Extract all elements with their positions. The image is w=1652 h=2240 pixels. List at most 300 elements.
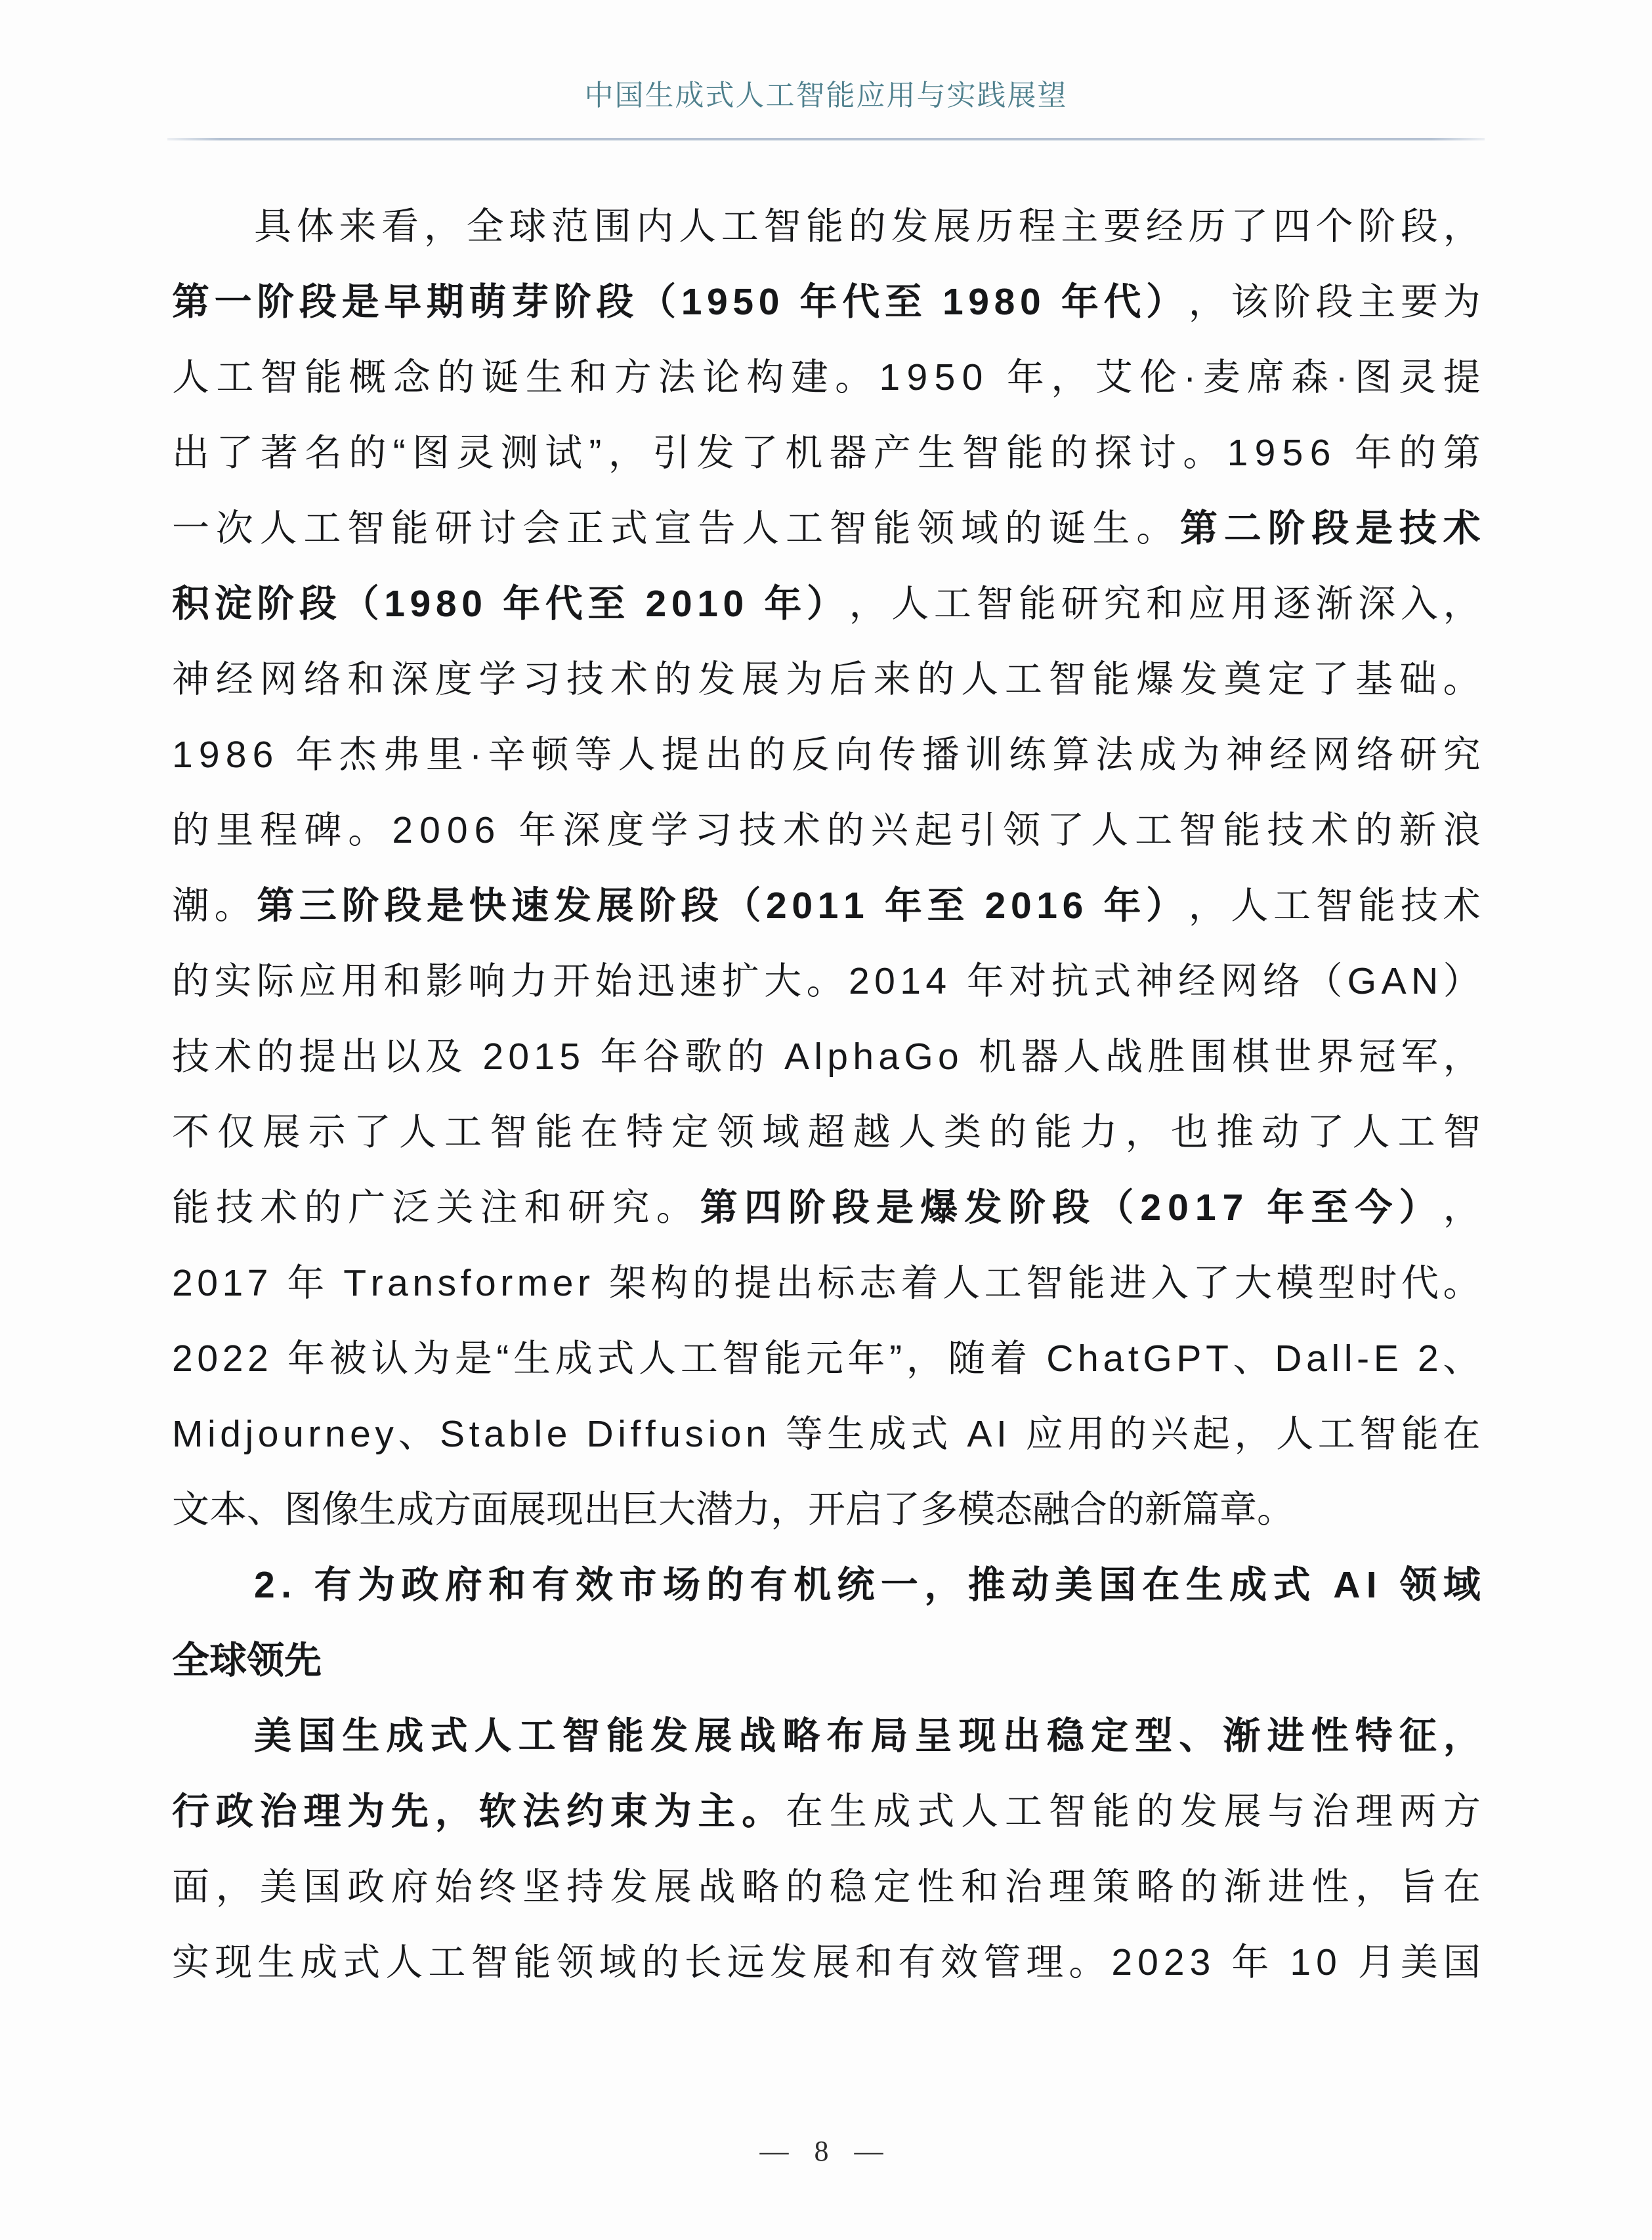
- text-char: 发: [698, 658, 736, 700]
- text-char: 。: [742, 1790, 780, 1832]
- text-char: 著: [260, 432, 298, 474]
- text-char: 动: [1261, 1111, 1300, 1153]
- text-char: 、: [398, 1413, 436, 1455]
- text-char: 。: [1136, 507, 1174, 549]
- text-char: 的: [654, 658, 692, 700]
- text-char: 代: [842, 281, 880, 323]
- text-char: （: [341, 583, 379, 625]
- text-char: 1: [384, 583, 405, 625]
- text-char: 坚: [522, 1866, 561, 1908]
- text-char: （: [639, 281, 677, 323]
- text-char: 随: [948, 1338, 986, 1380]
- text-char: 0: [446, 809, 468, 851]
- paragraph-ai-development-stages: [172, 189, 1481, 1548]
- text-char: 2: [1111, 1941, 1133, 1983]
- text-char: h: [1078, 1338, 1099, 1380]
- text-char: G: [1143, 1338, 1172, 1380]
- text-char: 的: [785, 1866, 823, 1908]
- text-char: 习: [522, 658, 561, 700]
- text-char: 7: [247, 1262, 268, 1304]
- text-char: [1317, 1548, 1327, 1623]
- text-char: 代: [545, 583, 583, 625]
- text-char: 稳: [1046, 1715, 1084, 1757]
- text-char: 人: [898, 1111, 936, 1153]
- text-char: 0: [671, 583, 692, 625]
- text-char: 的: [1004, 507, 1042, 549]
- text-char: 1: [900, 960, 921, 1002]
- text-char: 8: [225, 734, 247, 776]
- text-char: 神: [172, 658, 209, 700]
- text-char: 为: [358, 1564, 396, 1606]
- text-char: 人: [961, 1790, 999, 1832]
- text-char: s: [685, 1413, 704, 1455]
- text-char: 有: [532, 1564, 570, 1606]
- text-char: 0: [723, 583, 744, 625]
- text-char: 第: [700, 1187, 738, 1229]
- text-char: 布: [826, 1715, 864, 1757]
- text-char: 统: [837, 1564, 875, 1606]
- text-char: 有: [898, 1941, 936, 1983]
- text-char: （: [1305, 960, 1343, 1002]
- text-char: ，: [1188, 281, 1226, 323]
- text-char: a: [387, 1262, 408, 1304]
- text-char: 大: [764, 960, 802, 1002]
- text-char: 人: [679, 205, 717, 247]
- text-char: 先: [391, 1790, 429, 1832]
- text-char: 为: [1182, 734, 1220, 776]
- text-char: 9: [198, 734, 220, 776]
- text-char: 开: [552, 960, 590, 1002]
- text-char: 棋: [1232, 1036, 1270, 1078]
- text-char: （: [723, 885, 761, 927]
- text-char: 诞: [1048, 507, 1086, 549]
- text-char: 进: [1267, 1715, 1305, 1757]
- text-char: 成: [555, 1338, 593, 1380]
- text-char: 术: [260, 1187, 298, 1229]
- text-char: 实: [172, 1941, 209, 1983]
- text-char: [1342, 1925, 1353, 2000]
- text-char: 用: [341, 960, 379, 1002]
- text-char: 有: [750, 1564, 788, 1606]
- text-char: 约: [566, 1790, 604, 1832]
- text-char: 月: [1357, 1941, 1395, 1983]
- text-char: 技: [738, 809, 776, 851]
- text-char: G: [1347, 960, 1377, 1002]
- text-char: 越: [853, 1111, 891, 1153]
- text-char: 始: [595, 960, 633, 1002]
- text-char: 1: [843, 885, 864, 927]
- text-char: 四: [744, 1187, 782, 1229]
- text-char: 智: [490, 1111, 528, 1153]
- text-char: 探: [1094, 432, 1132, 474]
- text-line: [172, 1170, 1481, 1246]
- text-char: 长: [684, 1941, 722, 1983]
- text-char: [488, 566, 498, 642]
- text-char: 机: [785, 432, 823, 474]
- text-char: 着: [990, 1338, 1028, 1380]
- text-char: 能: [873, 507, 911, 549]
- header-divider-rule: [167, 138, 1485, 140]
- text-char: 和: [383, 960, 421, 1002]
- text-char: 5: [1282, 432, 1303, 474]
- text-char: ，: [1355, 1866, 1393, 1908]
- text-char: i: [708, 1413, 717, 1455]
- text-char: 引: [652, 432, 690, 474]
- text-char: 杰: [339, 734, 377, 776]
- text-char: 名: [305, 432, 343, 474]
- text-char: 爆: [1136, 658, 1174, 700]
- text-char: n: [746, 1413, 767, 1455]
- text-char: 生: [829, 1790, 867, 1832]
- text-line: [172, 1019, 1481, 1095]
- text-char: 美: [1400, 1941, 1438, 1983]
- text-char: 9: [410, 583, 431, 625]
- text-char: 智: [347, 507, 385, 549]
- text-char: f: [460, 1262, 471, 1304]
- text-char: ）: [1399, 1187, 1437, 1229]
- text-char: l: [814, 1036, 822, 1078]
- text-char: 国: [298, 1715, 336, 1757]
- text-char: 麦: [1202, 356, 1240, 398]
- text-char: 人: [1231, 885, 1269, 927]
- text-char: 智: [1179, 809, 1217, 851]
- text-char: 至: [884, 281, 922, 323]
- text-char: 5: [934, 356, 956, 398]
- text-char: 工: [444, 1111, 482, 1153]
- text-char: 能: [1358, 885, 1396, 927]
- text-char: 第: [1179, 507, 1218, 549]
- text-char: 军: [1401, 1036, 1439, 1078]
- text-char: 起: [1193, 1413, 1231, 1455]
- text-char: [927, 264, 937, 340]
- text-char: 年: [519, 809, 557, 851]
- text-char: 9: [707, 281, 728, 323]
- text-char: [964, 1019, 974, 1095]
- text-char: 稳: [829, 1866, 867, 1908]
- text-char: 一: [214, 281, 252, 323]
- text-char: 1: [697, 583, 718, 625]
- text-char: 网: [1220, 960, 1258, 1002]
- text-char: i: [618, 1413, 626, 1455]
- text-char: 智: [1048, 1790, 1086, 1832]
- text-char: ，: [423, 205, 461, 247]
- text-char: 9: [968, 281, 989, 323]
- text-char: 度: [434, 658, 473, 700]
- text-char: 段: [299, 281, 337, 323]
- text-char: [467, 1019, 478, 1095]
- text-char: 经: [1145, 205, 1183, 247]
- text-char: 器: [1021, 1036, 1059, 1078]
- text-char: 概: [349, 356, 387, 398]
- text-char: 程: [1018, 205, 1056, 247]
- text-char: 5: [732, 281, 754, 323]
- text-char: 讨: [478, 507, 517, 549]
- text-char: 展: [694, 1715, 732, 1757]
- text-char: 能: [1067, 1262, 1105, 1304]
- text-char: f: [630, 1413, 641, 1455]
- text-char: u: [660, 1413, 681, 1455]
- text-char: 研: [1399, 734, 1437, 776]
- text-char: j: [245, 1413, 254, 1455]
- text-char: 展: [654, 1866, 692, 1908]
- text-char: 6: [474, 809, 496, 851]
- text-char: 阶: [553, 281, 591, 323]
- text-char: 出: [775, 1262, 813, 1304]
- text-char: 国: [1098, 1564, 1136, 1606]
- text-line: [172, 566, 1481, 642]
- text-char: [1011, 1397, 1021, 1472]
- text-char: 阶: [341, 885, 379, 927]
- text-char: 两: [1399, 1790, 1437, 1832]
- text-char: 政: [401, 1564, 439, 1606]
- text-char: 领: [1002, 809, 1040, 851]
- text-char: 播: [921, 734, 960, 776]
- text-char: 智: [1026, 1262, 1064, 1304]
- text-char: 式: [610, 507, 648, 549]
- text-char: [771, 1397, 781, 1472]
- text-char: 人: [942, 1262, 981, 1304]
- text-char: 里: [425, 734, 463, 776]
- text-char: 至: [1311, 1187, 1349, 1229]
- text-char: 方: [614, 356, 652, 398]
- text-char: 1: [1290, 1941, 1311, 1983]
- text-char: 的: [1179, 1866, 1218, 1908]
- text-char: 始: [434, 1866, 473, 1908]
- text-char: ）: [1146, 281, 1184, 323]
- text-char: 领: [556, 1941, 594, 1983]
- text-char: 了: [1047, 809, 1085, 851]
- text-run: 文本、图像生成方面展现出巨大潜力，开启了多模态融合的新篇章。: [172, 1489, 1294, 1531]
- text-char: 今: [1355, 1187, 1393, 1229]
- text-char: 、: [1233, 1338, 1271, 1380]
- text-char: 智: [722, 1338, 760, 1380]
- text-char: 域: [599, 1941, 637, 1983]
- text-char: 年: [764, 583, 802, 625]
- text-line: [172, 264, 1481, 340]
- text-char: 对: [1009, 960, 1047, 1002]
- text-char: 束: [610, 1790, 648, 1832]
- text-char: r: [500, 1262, 513, 1304]
- text-char: 的: [917, 658, 955, 700]
- text-line: [172, 1774, 1481, 1849]
- text-char: [594, 1246, 604, 1321]
- text-char: 发: [769, 1941, 807, 1983]
- text-char: （: [1096, 1187, 1134, 1229]
- text-char: 际: [256, 960, 294, 1002]
- text-char: 推: [967, 1564, 1006, 1606]
- text-char: 图: [412, 432, 450, 474]
- text-line: [172, 189, 1481, 264]
- text-char: 1: [1195, 1187, 1216, 1229]
- text-char: 生: [342, 1715, 380, 1757]
- text-char: 域: [961, 507, 999, 549]
- text-char: 经: [215, 658, 253, 700]
- page-footer: [0, 2134, 1652, 2168]
- text-char: 的: [349, 432, 387, 474]
- text-char: ，: [1443, 583, 1481, 625]
- text-char: 伦: [1139, 356, 1177, 398]
- text-char: 图: [1354, 356, 1392, 398]
- text-char: i: [207, 1413, 216, 1455]
- text-char: 里: [216, 809, 254, 851]
- text-char: 0: [1137, 1941, 1158, 1983]
- text-char: 人: [1276, 1413, 1314, 1455]
- text-char: 政: [215, 1790, 253, 1832]
- text-line: [172, 1623, 1481, 1699]
- text-char: 试: [545, 432, 583, 474]
- text-char: 定: [671, 1111, 709, 1153]
- text-char: P: [1176, 1338, 1202, 1380]
- text-char: 的: [172, 960, 209, 1002]
- text-line: [172, 944, 1481, 1019]
- text-char: 定: [1091, 1715, 1129, 1757]
- text-char: 念: [392, 356, 431, 398]
- text-char: 被: [329, 1338, 367, 1380]
- text-char: a: [1103, 1338, 1124, 1380]
- text-char: 研: [1061, 583, 1099, 625]
- text-char: 段: [299, 583, 337, 625]
- text-char: 机: [979, 1036, 1017, 1078]
- text-line: [172, 1397, 1481, 1472]
- text-char: 发: [1179, 658, 1218, 700]
- text-char: 模: [1276, 1262, 1314, 1304]
- text-char: 抗: [1051, 960, 1089, 1002]
- text-char: 效: [576, 1564, 614, 1606]
- text-char: 了: [1307, 1111, 1345, 1153]
- text-char: 能: [391, 507, 429, 549]
- text-char: 测: [500, 432, 538, 474]
- text-char: 器: [829, 432, 867, 474]
- text-char: 府: [391, 1866, 429, 1908]
- text-char: 影: [425, 960, 463, 1002]
- text-char: e: [546, 1413, 568, 1455]
- text-char: 芽: [511, 281, 549, 323]
- text-char: 年: [799, 281, 837, 323]
- text-char: 力: [1080, 1111, 1118, 1153]
- text-char: 的: [641, 1941, 679, 1983]
- text-char: 人: [172, 356, 209, 398]
- text-char: S: [440, 1413, 465, 1455]
- text-char: 类: [943, 1111, 981, 1153]
- text-char: 能: [1092, 658, 1130, 700]
- text-char: 构: [650, 1262, 688, 1304]
- text-char: 成: [868, 1413, 906, 1455]
- header-title: 中国生成式人工智能应用与实践展望: [584, 79, 1068, 112]
- text-char: 的: [304, 1187, 342, 1229]
- text-char: 发: [964, 1187, 1002, 1229]
- text-char: a: [878, 1036, 900, 1078]
- text-char: 的: [826, 809, 864, 851]
- text-char: 阶: [1358, 205, 1396, 247]
- text-char: 方: [1443, 1790, 1481, 1832]
- text-char: 0: [792, 885, 813, 927]
- text-char: 泛: [392, 1187, 430, 1229]
- text-char: 个: [1315, 205, 1353, 247]
- text-char: 第: [172, 281, 209, 323]
- text-char: 的: [1109, 1413, 1147, 1455]
- text-char: 和: [1146, 583, 1184, 625]
- text-char: 智: [562, 1715, 600, 1757]
- text-char: 灵: [1399, 356, 1437, 398]
- text-char: 年: [847, 1338, 885, 1380]
- text-char: 历: [975, 205, 1013, 247]
- text-char: 能: [1006, 432, 1044, 474]
- text-char: [572, 1397, 582, 1472]
- text-char: 历: [1188, 205, 1226, 247]
- text-char: 能: [1401, 1413, 1439, 1455]
- text-char: f: [645, 1413, 656, 1455]
- text-char: 型: [1317, 1262, 1355, 1304]
- text-char: 应: [299, 960, 337, 1002]
- text-char: 智: [1048, 658, 1086, 700]
- text-char: 0: [962, 356, 983, 398]
- text-char: 有: [314, 1564, 352, 1606]
- text-char: 次: [215, 507, 253, 549]
- text-char: 推: [1216, 1111, 1254, 1153]
- text-char: 智: [1443, 1111, 1481, 1153]
- text-char: 性: [1311, 1715, 1349, 1757]
- text-char: 人: [398, 1111, 436, 1153]
- text-char: 建: [790, 356, 828, 398]
- text-char: ，: [1234, 1413, 1272, 1455]
- text-char: 三: [299, 885, 337, 927]
- text-char: [749, 566, 759, 642]
- text-char: 是: [1355, 507, 1393, 549]
- text-char: 灵: [456, 432, 494, 474]
- text-char: 智: [1359, 1413, 1397, 1455]
- text-char: 向: [835, 734, 873, 776]
- text-char: 。: [806, 960, 844, 1002]
- text-char: o: [720, 1413, 742, 1455]
- text-char: 出: [1002, 1715, 1040, 1757]
- text-char: 型: [1135, 1715, 1173, 1757]
- text-char: 智: [976, 583, 1014, 625]
- text-char: 告: [698, 507, 736, 549]
- text-char: 度: [606, 809, 645, 851]
- text-char: ·: [1183, 356, 1197, 398]
- text-char: 段: [596, 281, 634, 323]
- text-char: 的: [989, 1111, 1027, 1153]
- text-char: “: [392, 432, 406, 474]
- text-char: 人: [1352, 1111, 1390, 1153]
- text-char: ，: [924, 1564, 962, 1606]
- text-char: 起: [914, 809, 952, 851]
- text-char: 阶: [257, 281, 295, 323]
- text-char: 工: [785, 507, 823, 549]
- text-char: 了: [353, 1111, 391, 1153]
- text-char: 生: [525, 356, 563, 398]
- text-char: 注: [480, 1187, 518, 1229]
- text-char: 冠: [1358, 1036, 1396, 1078]
- text-line: [172, 1095, 1481, 1170]
- text-char: 能: [305, 356, 343, 398]
- text-char: r: [577, 1262, 590, 1304]
- text-char: 兴: [870, 809, 908, 851]
- text-char: 习: [694, 809, 732, 851]
- text-char: 1: [172, 734, 193, 776]
- text-char: [501, 793, 512, 868]
- text-char: ，: [1443, 1715, 1481, 1757]
- page-number: — 8 —: [759, 2135, 893, 2167]
- text-char: 能: [806, 205, 844, 247]
- text-char: 究: [1443, 734, 1481, 776]
- text-char: 式: [1093, 960, 1132, 1002]
- text-char: 旨: [1399, 1866, 1437, 1908]
- text-char: e: [350, 1413, 371, 1455]
- text-char: 的: [437, 356, 475, 398]
- text-char: 战: [1105, 1036, 1143, 1078]
- text-char: 顿: [531, 734, 569, 776]
